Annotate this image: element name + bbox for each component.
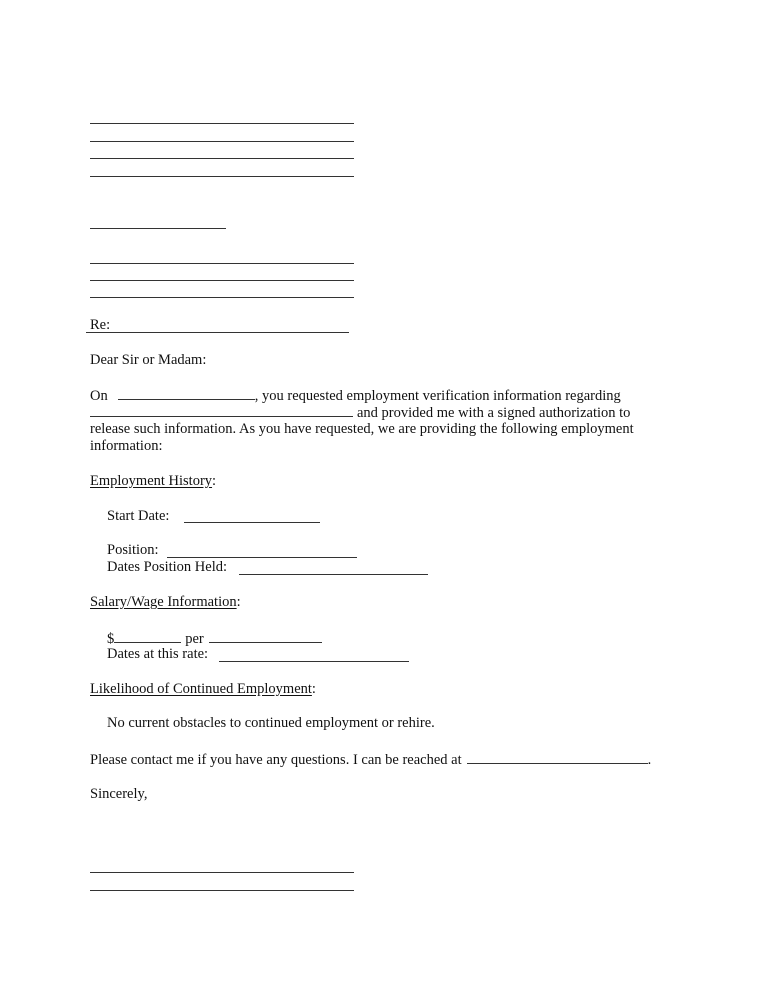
dates-position-held-label: Dates Position Held:	[107, 559, 228, 575]
employment-history-title: Employment History	[90, 473, 213, 489]
sender-address-line-3[interactable]	[90, 158, 354, 159]
contact-info-blank[interactable]	[467, 750, 648, 764]
para1-line3: release such information. As you have requested, we are providing the following employment	[90, 421, 634, 437]
likelihood-title: Likelihood of Continued Employment	[90, 681, 312, 697]
date-line[interactable]	[90, 228, 226, 229]
sender-address-line-4[interactable]	[90, 176, 354, 177]
para1-line4: information:	[90, 438, 163, 454]
re-label: Re:	[90, 317, 111, 333]
recipient-address-line-1[interactable]	[90, 263, 354, 264]
likelihood-heading	[90, 681, 316, 698]
start-date-label: Start Date:	[107, 508, 170, 524]
re-subject-line[interactable]	[86, 332, 349, 333]
dollar-sign: $	[107, 631, 115, 647]
closing: Sincerely,	[90, 786, 148, 802]
para1-text-1: , you requested employment verification information regarding	[254, 388, 621, 404]
position-field[interactable]	[167, 557, 357, 558]
on-word: On	[90, 388, 108, 404]
sender-address-line-2[interactable]	[90, 141, 354, 142]
employment-history-colon: :	[212, 473, 217, 489]
likelihood-colon: :	[311, 681, 316, 697]
per-label: per	[185, 631, 204, 647]
signature-line-1[interactable]	[90, 872, 354, 873]
contact-text: Please contact me if you have any questions. I can be reached at	[90, 752, 462, 768]
salary-colon: :	[236, 594, 241, 610]
recipient-address-line-3[interactable]	[90, 297, 354, 298]
employment-history-heading	[90, 473, 216, 490]
contact-period: .	[647, 752, 652, 768]
likelihood-statement: No current obstacles to continued employment or rehire.	[107, 715, 435, 731]
salary-heading	[90, 594, 241, 611]
dates-at-rate-field[interactable]	[219, 661, 409, 662]
dates-position-held-field[interactable]	[239, 574, 428, 575]
salary-title: Salary/Wage Information	[90, 594, 237, 610]
sender-address-line-1[interactable]	[90, 123, 354, 124]
position-label: Position:	[107, 542, 159, 558]
para1-text-2: and provided me with a signed authorization to	[357, 405, 631, 421]
signature-line-2[interactable]	[90, 890, 354, 891]
contact-line	[90, 750, 651, 769]
start-date-field[interactable]	[184, 522, 320, 523]
salary-amount-blank[interactable]	[114, 629, 181, 643]
employee-name-blank[interactable]	[90, 403, 353, 417]
recipient-address-line-2[interactable]	[90, 280, 354, 281]
para1-line2	[90, 403, 630, 422]
request-date-blank[interactable]	[118, 386, 255, 400]
salary-period-blank[interactable]	[209, 629, 322, 643]
salutation: Dear Sir or Madam:	[90, 352, 207, 368]
dates-at-rate-label: Dates at this rate:	[107, 646, 209, 662]
